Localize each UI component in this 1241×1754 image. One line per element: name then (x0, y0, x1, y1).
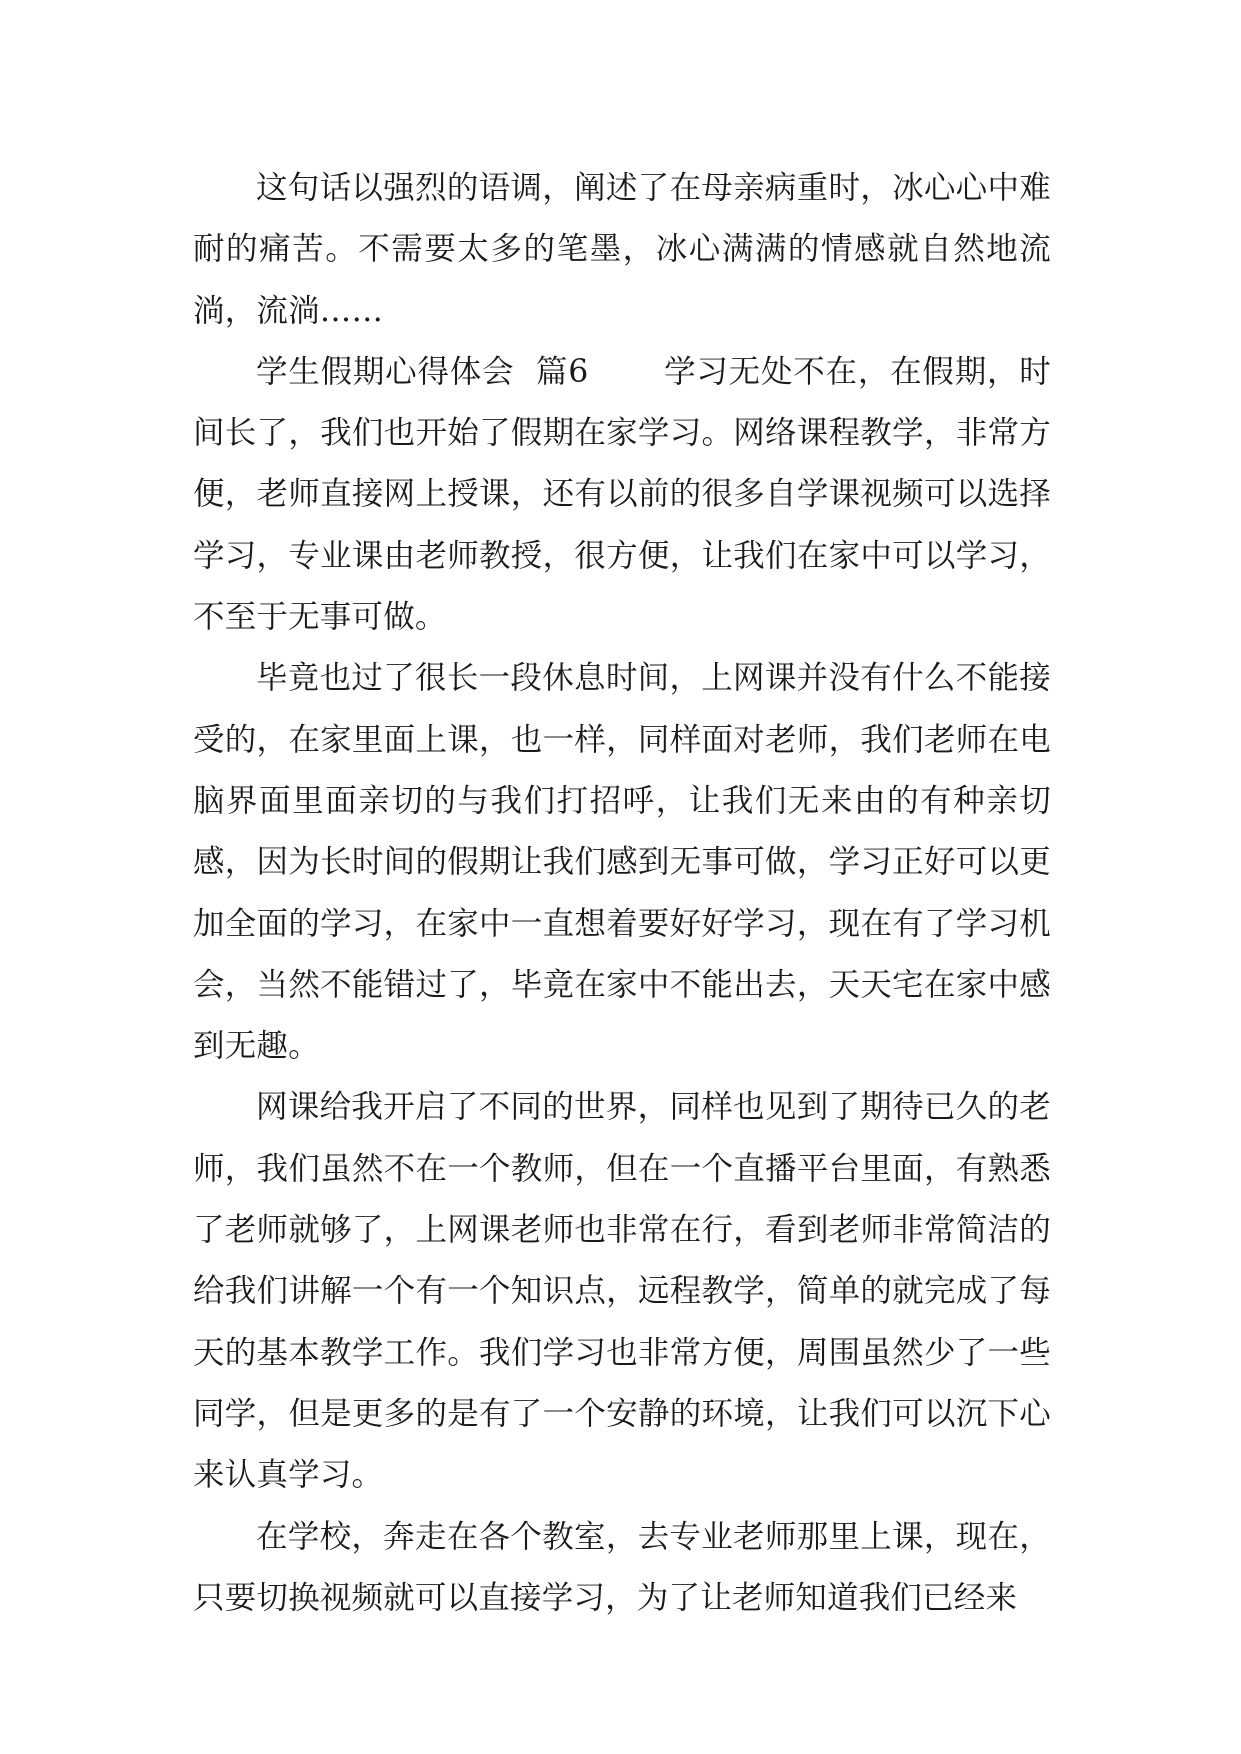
document-page (193, 158, 1051, 1629)
paragraph-5: 在学校，奔走在各个教室，去专业老师那里上课，现在，只要切换视频就可以直接学习，为了让老师知道我们已经来 (193, 1518, 1051, 1616)
paragraph-4: 网课给我开启了不同的世界，同样也见到了期待已久的老师，我们虽然不在一个教师，但在一个直播平台里面，有熟悉了老师就够了，上网课老师也非常在行，看到老师非常简洁的给我们讲解一个有一个知识点，远程教学，简单的就完成了每天的基本教学工作。我们学习也非常方便，周围虽然少了一些同学，但是更多的是有了一个安静的环境，让我们可以沉下心来认真学习。 (193, 1089, 1051, 1494)
paragraph-1: 这句话以强烈的语调，阐述了在母亲病重时，冰心心中难耐的痛苦。不需要太多的笔墨，冰心满满的情感就自然地流淌，流淌…… (193, 170, 1051, 329)
paragraph-2: 学生假期心得体会 篇6 学习无处不在，在假期，时间长了，我们也开始了假期在家学习。网络课程教学，非常方便，老师直接网上授课，还有以前的很多自学课视频可以选择学习，专业课由老师教授，很方便，让我们在家中可以学习，不至于无事可做。 (193, 353, 1051, 636)
paragraph-3: 毕竟也过了很长一段休息时间，上网课并没有什么不能接受的，在家里面上课，也一样，同样面对老师，我们老师在电脑界面里面亲切的与我们打招呼，让我们无来由的有种亲切感，因为长时间的假期让我们感到无事可做，学习正好可以更加全面的学习，在家中一直想着要好好学习，现在有了学习机会，当然不能错过了，毕竟在家中不能出去，天天宅在家中感到无趣。 (193, 660, 1051, 1065)
